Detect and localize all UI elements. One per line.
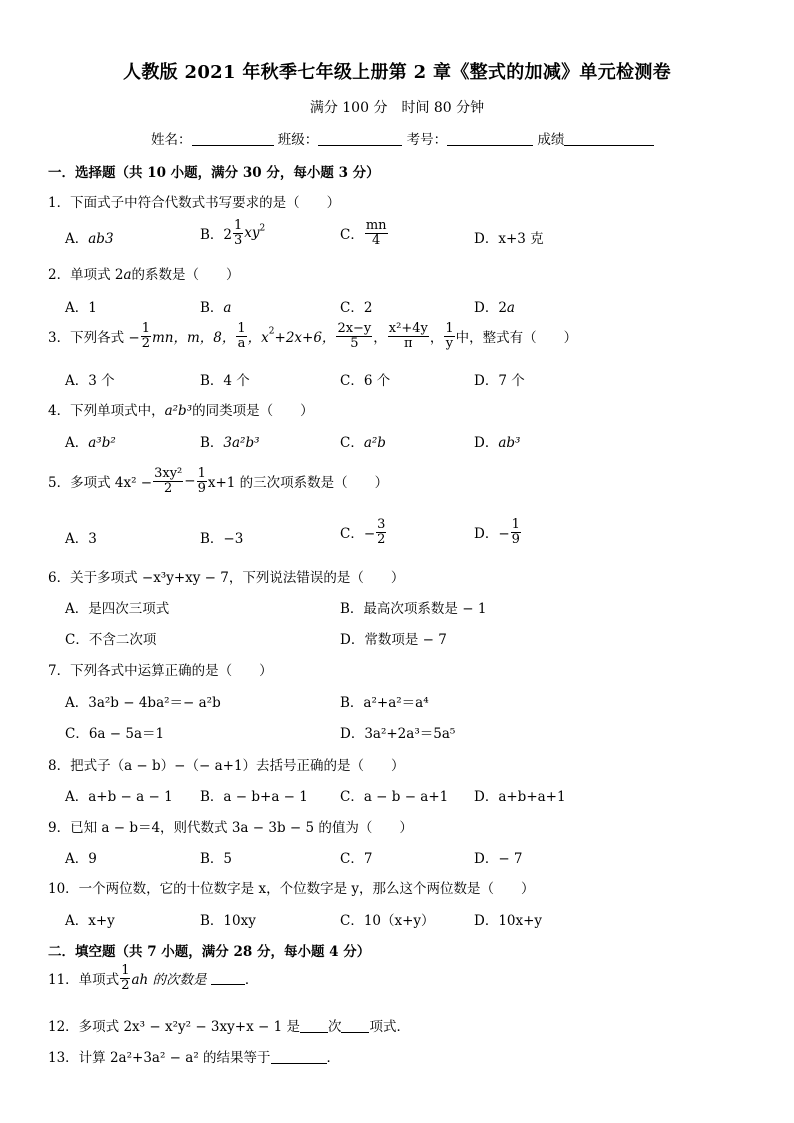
q4-option-a[interactable]: A．a³b² [65,435,116,451]
q10-option-c[interactable]: C．10（x+y） [340,913,435,929]
q5-option-a[interactable]: A．3 [65,531,97,547]
q1-option-d[interactable]: D．x+3 克 [474,231,544,247]
question-3-stem: 3．下列各式 − $\frac{1}{2}$ mn，m，8， $\frac{1}{a}$ ，$x^2+2x+6$， $\frac{2x-y}{5}$ ， $\frac{\text{x²+4y}}{\pi}$ ， $\frac{1}{y}$ 中，整式有（ ） [48,321,578,351]
q8-option-b[interactable]: B．a − b+a − 1 [200,789,308,805]
q8-option-c[interactable]: C．a − b − a+1 [340,789,449,805]
q5-option-c[interactable]: C．− $\frac{3}{2}$ [340,517,386,547]
score-blank[interactable] [564,131,654,146]
question-8-stem: 8．把式子（a − b）−（− a+1）去括号正确的是（ ） [48,758,405,774]
section-fill-title: 二．填空题（共 7 小题，满分 28 分，每小题 4 分） [48,944,371,960]
question-9-stem: 9．已知 a − b＝4，则代数式 3a − 3b − 5 的值为（ ） [48,820,413,836]
class-label: 班级： [277,132,319,148]
question-5-stem: 5．多项式 4x² − $\frac{\text{3xy²}}{2}$ − $\frac{1}{9}$ x+1 的三次项系数是（ ） [48,466,389,496]
q9-option-a[interactable]: A．9 [65,851,97,867]
q1-option-a[interactable]: A．ab3 [65,231,114,247]
q5-option-d[interactable]: D．− $\frac{1}{9}$ [474,517,520,547]
q9-option-d[interactable]: D．− 7 [474,851,523,867]
question-7-stem: 7．下列各式中运算正确的是（ ） [48,663,273,679]
question-12-stem: 12．多项式 2x³ − x²y² − 3xy+x − 1 是 次 项式． [48,1019,410,1035]
question-13-stem: 13．计算 2a²+3a² − a² 的结果等于 ． [48,1050,341,1066]
q9-option-b[interactable]: B．5 [200,851,233,867]
q2-option-c[interactable]: C．2 [340,300,373,316]
q2-option-a[interactable]: A．1 [65,300,97,316]
q5-option-b[interactable]: B．−3 [200,531,244,547]
q6-option-d[interactable]: D．常数项是 − 7 [340,632,447,648]
q12-terms-blank[interactable] [341,1020,369,1033]
q3-option-a[interactable]: A．3 个 [65,373,115,389]
question-11-stem: 11．单项式 $\frac{1}{2}$ ah 的次数是 ． [48,963,259,993]
exam-subtitle: 满分 100 分 时间 80 分钟 [309,100,485,116]
name-label: 姓名： [151,132,192,148]
q7-option-b[interactable]: B．a²+a²＝a⁴ [340,695,429,711]
q2-option-b[interactable]: B．a [200,300,232,316]
q7-option-d[interactable]: D．3a²+2a³＝5a⁵ [340,726,456,742]
q3-option-c[interactable]: C．6 个 [340,373,391,389]
q4-option-d[interactable]: D．ab³ [474,435,521,451]
q12-degree-blank[interactable] [300,1020,328,1033]
exam-number-blank[interactable] [447,131,533,146]
q1-option-b[interactable]: B．2 $\frac{1}{3}$ $xy^2$ [200,218,266,248]
q4-option-c[interactable]: C．a²b [340,435,386,451]
section-choice-title: 一．选择题（共 10 小题，满分 30 分，每小题 3 分） [48,165,380,181]
q9-option-c[interactable]: C．7 [340,851,373,867]
class-blank[interactable] [318,131,402,146]
question-6-stem: 6．关于多项式 −x³y+xy − 7，下列说法错误的是（ ） [48,570,405,586]
exam-number-label: 考号： [406,132,448,148]
q7-option-a[interactable]: A．3a²b − 4ba²＝− a²b [65,695,221,711]
question-10-stem: 10．一个两位数，它的十位数字是 x，个位数字是 y，那么这个两位数是（ ） [48,881,535,897]
q6-option-a[interactable]: A．是四次三项式 [65,601,170,617]
q10-option-d[interactable]: D．10x+y [474,913,543,929]
question-2-stem: 2．单项式 2a的系数是（ ） [48,267,240,283]
q13-answer-blank[interactable] [271,1051,327,1064]
q3-option-b[interactable]: B．4 个 [200,373,250,389]
q7-option-c[interactable]: C．6a − 5a＝1 [65,726,165,742]
q8-option-d[interactable]: D．a+b+a+1 [474,789,566,805]
student-info-line [151,128,654,148]
name-blank[interactable] [192,131,274,146]
page-title: 人教版 2021 年秋季七年级上册第 2 章《整式的加减》单元检测卷 [123,62,671,83]
q6-option-c[interactable]: C．不含二次项 [65,632,157,648]
q10-option-b[interactable]: B．10xy [200,913,256,929]
question-4-stem: 4．下列单项式中，a²b³的同类项是（ ） [48,403,314,419]
q6-option-b[interactable]: B．最高次项系数是 − 1 [340,601,487,617]
q10-option-a[interactable]: A．x+y [65,913,115,929]
q8-option-a[interactable]: A．a+b − a − 1 [65,789,173,805]
q3-option-d[interactable]: D．7 个 [474,373,525,389]
q1-option-c[interactable]: C． $\frac{mn}{4}$ [340,218,387,248]
q4-option-b[interactable]: B．3a²b³ [200,435,260,451]
q11-answer-blank[interactable] [211,972,245,985]
q2-option-d[interactable]: D．2a [474,300,515,316]
score-label: 成绩 [537,132,565,148]
question-1-stem: 1．下面式子中符合代数式书写要求的是（ ） [48,195,341,211]
